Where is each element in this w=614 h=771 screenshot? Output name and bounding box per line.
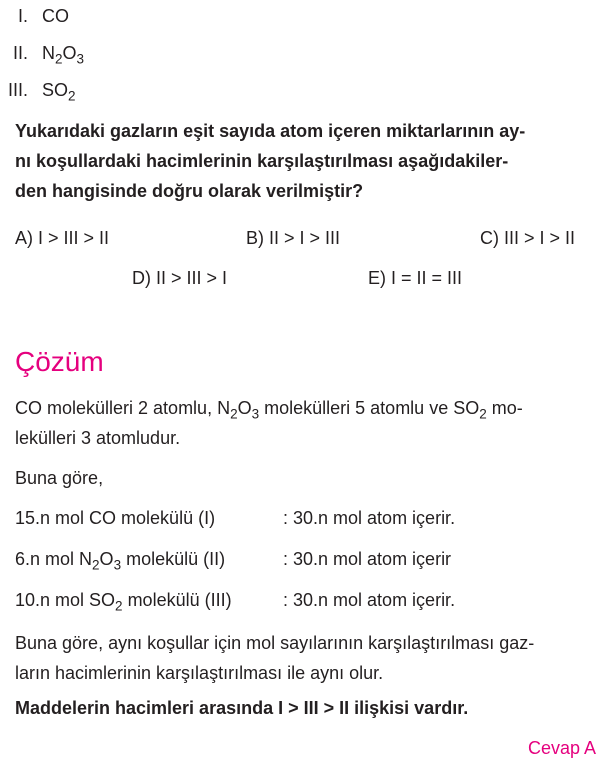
option-a[interactable]: A) I > III > II xyxy=(15,228,110,248)
paragraph-line: Buna göre, aynı koşullar için mol sayılarının karşılaştırılması gaz- xyxy=(15,633,535,653)
mol-row-label: 6.n mol $N_2O_3$ molekülü (II) xyxy=(15,549,226,573)
solution-heading: Çözüm xyxy=(15,346,104,377)
gas-formula: CO xyxy=(42,6,69,26)
conclusion-text: Maddelerin hacimleri arasında I > III > II ilişkisi vardır. xyxy=(15,698,469,718)
gas-formula: $SO_2$ xyxy=(42,80,76,104)
mol-row-3 xyxy=(15,590,456,614)
gas-formula: $N_2O_3$ xyxy=(42,43,85,67)
gas-item-2 xyxy=(0,43,85,67)
question-text xyxy=(15,116,600,206)
mol-row-value: : 30.n mol atom içerir. xyxy=(283,590,456,610)
solution-paragraph-2: Buna göre, xyxy=(15,468,104,488)
paragraph-line: ların hacimlerinin karşılaştırılması ile aynı olur. xyxy=(15,663,384,683)
solution-paragraph-1 xyxy=(15,393,600,453)
solution-paragraph-3 xyxy=(15,628,600,688)
question-line: Yukarıdaki gazların eşit sayıda atom içeren miktarlarının ay- xyxy=(15,121,526,141)
option-e[interactable]: E) I = II = III xyxy=(368,268,463,288)
mol-row-value: : 30.n mol atom içerir. xyxy=(283,508,456,528)
roman-numeral: I. xyxy=(17,6,28,26)
gas-item-3 xyxy=(0,80,76,104)
roman-numeral: II. xyxy=(12,43,28,63)
question-line: nı koşullardaki hacimlerinin karşılaştırılması aşağıdakiler- xyxy=(15,151,509,171)
roman-numeral: III. xyxy=(7,80,28,100)
mol-row-label: 15.n mol CO molekülü (I) xyxy=(15,508,216,528)
mol-row-value: : 30.n mol atom içerir xyxy=(283,549,452,569)
option-b[interactable]: B) II > I > III xyxy=(246,228,341,248)
gas-item-1 xyxy=(0,6,69,27)
option-c[interactable]: C) III > I > II xyxy=(480,228,576,248)
mol-row-2 xyxy=(15,549,452,573)
paragraph-line: CO molekülleri 2 atomlu, $N_2O_3$ molekülleri 5 atomlu ve $SO_2$ mo- xyxy=(15,398,523,422)
paragraph-line: lekülleri 3 atomludur. xyxy=(15,428,181,448)
answer-label: Cevap A xyxy=(527,738,596,758)
mol-row-label: 10.n mol $SO_2$ molekülü (III) xyxy=(15,590,232,614)
mol-row-1 xyxy=(15,508,455,529)
question-line: den hangisinde doğru olarak verilmiştir? xyxy=(15,181,364,201)
option-d[interactable]: D) II > III > I xyxy=(132,268,228,288)
